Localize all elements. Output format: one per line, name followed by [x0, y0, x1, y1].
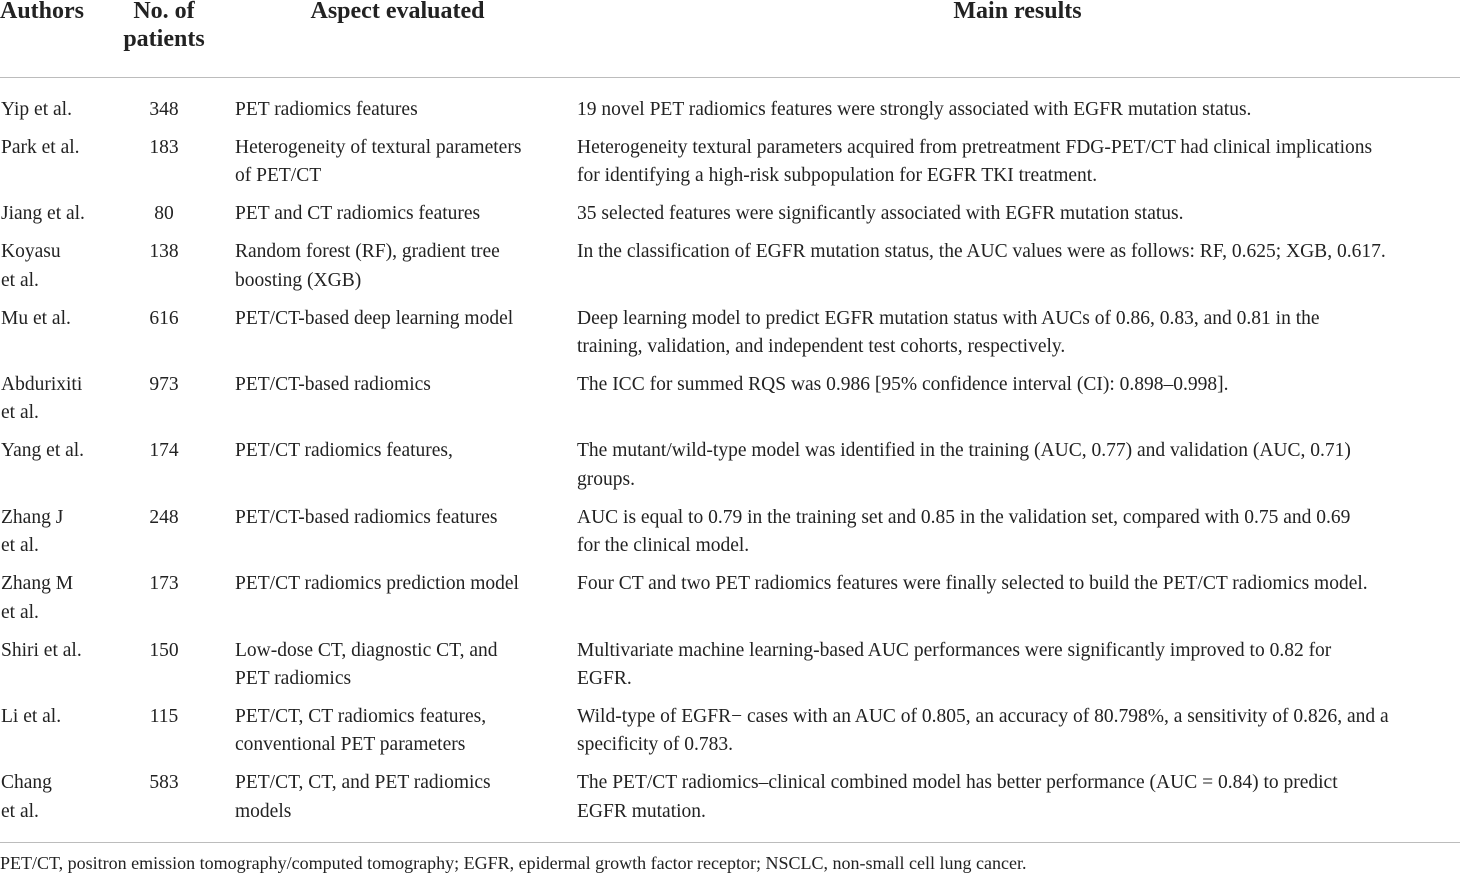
aspect-cell — [235, 134, 565, 191]
author-cell-line: Park et al. — [1, 136, 80, 158]
author-cell-line: Li et al. — [1, 705, 62, 727]
results-cell-line: Four CT and two PET radiomics features were finally selected to build the PET/CT radiomics model. — [577, 573, 1368, 595]
results-cell-line: In the classification of EGFR mutation status, the AUC values were as follows: RF, 0.625; XGB, 0.617. — [577, 241, 1386, 263]
author-cell-line: Shiri et al. — [1, 639, 82, 661]
results-cell — [577, 504, 1460, 561]
aspect-cell — [235, 200, 565, 229]
header-authors: Authors — [0, 0, 85, 24]
author-cell — [1, 134, 111, 163]
results-cell-line: groups. — [577, 468, 635, 490]
table-row — [0, 703, 1460, 769]
table-row — [0, 96, 1460, 134]
table-footnote: PET/CT, positron emission tomography/computed tomography; EGFR, epidermal growth factor receptor; NSCLC, non-small cell lung cancer. — [0, 853, 1027, 873]
results-cell — [577, 570, 1460, 599]
table-row — [0, 570, 1460, 636]
author-cell — [1, 703, 111, 732]
table-row — [0, 769, 1460, 835]
author-cell — [1, 305, 111, 334]
aspect-cell — [235, 437, 565, 466]
header-patients-line2: patients — [123, 26, 205, 52]
aspect-cell — [235, 769, 565, 826]
author-cell — [1, 437, 111, 466]
aspect-cell-line: conventional PET parameters — [235, 734, 466, 756]
author-cell — [1, 200, 111, 229]
table-row — [0, 437, 1460, 503]
patients-cell: 183 — [149, 136, 179, 158]
aspect-cell-line: PET radiomics — [235, 668, 352, 690]
author-cell-line: Jiang et al. — [1, 203, 85, 225]
results-cell-line: for the clinical model. — [577, 535, 750, 557]
results-cell-line: Deep learning model to predict EGFR mutation status with AUCs of 0.86, 0.83, and 0.81 in the — [577, 307, 1320, 329]
author-cell-line: Yip et al. — [1, 99, 72, 120]
patients-cell: 174 — [149, 440, 179, 462]
results-cell — [577, 769, 1460, 826]
author-cell-line: Abdurixiti — [1, 373, 83, 395]
results-cell-line: training, validation, and independent test cohorts, respectively. — [577, 336, 1066, 358]
patients-cell: 150 — [149, 639, 179, 661]
results-cell-line: Heterogeneity textural parameters acquired from pretreatment FDG-PET/CT had clinical implications — [577, 136, 1373, 158]
results-cell — [577, 96, 1460, 125]
results-cell-line: for identifying a high-risk subpopulation for EGFR TKI treatment. — [577, 165, 1098, 187]
table-row — [0, 238, 1460, 304]
patients-cell: 138 — [149, 241, 179, 263]
patients-cell: 348 — [149, 99, 179, 120]
aspect-cell-line: PET/CT-based deep learning model — [235, 307, 514, 329]
aspect-cell-line: PET and CT radiomics features — [235, 203, 481, 225]
table-row — [0, 305, 1460, 371]
author-cell — [1, 769, 111, 826]
results-cell-line: 35 selected features were significantly associated with EGFR mutation status. — [577, 203, 1184, 225]
author-cell — [1, 371, 111, 428]
patients-cell: 973 — [149, 373, 179, 395]
aspect-cell-line: PET/CT, CT, and PET radiomics — [235, 772, 491, 794]
results-cell-line: EGFR mutation. — [577, 800, 706, 822]
patients-cell: 173 — [149, 573, 179, 595]
author-cell — [1, 504, 111, 561]
results-cell-line: The ICC for summed RQS was 0.986 [95% confidence interval (CI): 0.898–0.998]. — [577, 373, 1229, 395]
author-cell-line: et al. — [1, 601, 39, 623]
aspect-cell-line: Heterogeneity of textural parameters — [235, 136, 522, 158]
aspect-cell-line: boosting (XGB) — [235, 269, 362, 291]
aspect-cell — [235, 238, 565, 295]
aspect-cell-line: Low-dose CT, diagnostic CT, and — [235, 639, 498, 661]
author-cell-line: Zhang J — [1, 506, 64, 528]
author-cell-line: Chang — [1, 772, 52, 794]
table-row — [0, 504, 1460, 570]
results-cell-line: AUC is equal to 0.79 in the training set and 0.85 in the validation set, compared with 0.75 and 0.69 — [577, 506, 1351, 528]
results-cell — [577, 437, 1460, 494]
author-cell-line: Koyasu — [1, 241, 61, 263]
results-cell — [577, 200, 1460, 229]
author-cell — [1, 238, 111, 295]
header-patients — [108, 0, 220, 53]
table-row — [0, 200, 1460, 238]
results-cell — [577, 371, 1460, 400]
results-cell — [577, 134, 1460, 191]
author-cell-line: et al. — [1, 535, 39, 557]
aspect-cell — [235, 305, 565, 334]
author-cell — [1, 96, 111, 125]
patients-cell: 616 — [149, 307, 179, 329]
aspect-cell-line: PET/CT-based radiomics — [235, 373, 431, 395]
header-results: Main results — [953, 0, 1082, 24]
results-cell — [577, 637, 1460, 694]
aspect-cell-line: PET radiomics features — [235, 99, 418, 120]
author-cell-line: et al. — [1, 269, 39, 291]
results-cell-line: EGFR. — [577, 668, 632, 690]
results-cell — [577, 305, 1460, 362]
results-cell — [577, 238, 1460, 267]
results-cell-line: Wild-type of EGFR− cases with an AUC of 0.805, an accuracy of 80.798%, a sensitivity of 0.826, and a — [577, 705, 1389, 727]
table-header-row — [0, 0, 1460, 76]
header-divider — [0, 77, 1460, 78]
aspect-cell — [235, 504, 565, 533]
author-cell-line: Yang et al. — [1, 440, 85, 462]
aspect-cell-line: PET/CT-based radiomics features — [235, 506, 498, 528]
author-cell-line: Zhang M — [1, 573, 74, 595]
results-cell-line: 19 novel PET radiomics features were strongly associated with EGFR mutation status. — [577, 99, 1252, 120]
table-row — [0, 371, 1460, 437]
aspect-cell — [235, 570, 565, 599]
results-cell-line: The PET/CT radiomics–clinical combined model has better performance (AUC = 0.84) to predict — [577, 772, 1338, 794]
results-table — [0, 0, 1460, 76]
aspect-cell-line: of PET/CT — [235, 165, 322, 187]
author-cell-line: et al. — [1, 800, 39, 822]
table-body — [0, 96, 1460, 836]
patients-cell: 80 — [154, 203, 174, 225]
results-cell-line: The mutant/wild-type model was identified in the training (AUC, 0.77) and validation (AUC, 0.71) — [577, 440, 1351, 462]
table-row — [0, 637, 1460, 703]
patients-cell: 115 — [149, 705, 179, 727]
aspect-cell — [235, 371, 565, 400]
author-cell-line: et al. — [1, 402, 39, 424]
patients-cell: 248 — [149, 506, 179, 528]
aspect-cell — [235, 703, 565, 760]
aspect-cell — [235, 96, 565, 125]
results-cell-line: Multivariate machine learning-based AUC performances were significantly improved to 0.82 for — [577, 639, 1332, 661]
aspect-cell-line: PET/CT radiomics features, — [235, 440, 453, 462]
results-cell — [577, 703, 1460, 760]
aspect-cell-line: PET/CT, CT radiomics features, — [235, 705, 487, 727]
author-cell-line: Mu et al. — [1, 307, 71, 329]
footer-divider — [0, 842, 1460, 843]
author-cell — [1, 570, 111, 627]
aspect-cell — [235, 637, 565, 694]
author-cell — [1, 637, 111, 666]
table-row — [0, 134, 1460, 200]
aspect-cell-line: models — [235, 800, 292, 822]
header-aspect: Aspect evaluated — [310, 0, 485, 24]
aspect-cell-line: Random forest (RF), gradient tree — [235, 241, 500, 263]
aspect-cell-line: PET/CT radiomics prediction model — [235, 573, 519, 595]
results-cell-line: specificity of 0.783. — [577, 734, 733, 756]
header-patients-line1: No. of — [133, 0, 195, 24]
patients-cell: 583 — [149, 772, 179, 794]
